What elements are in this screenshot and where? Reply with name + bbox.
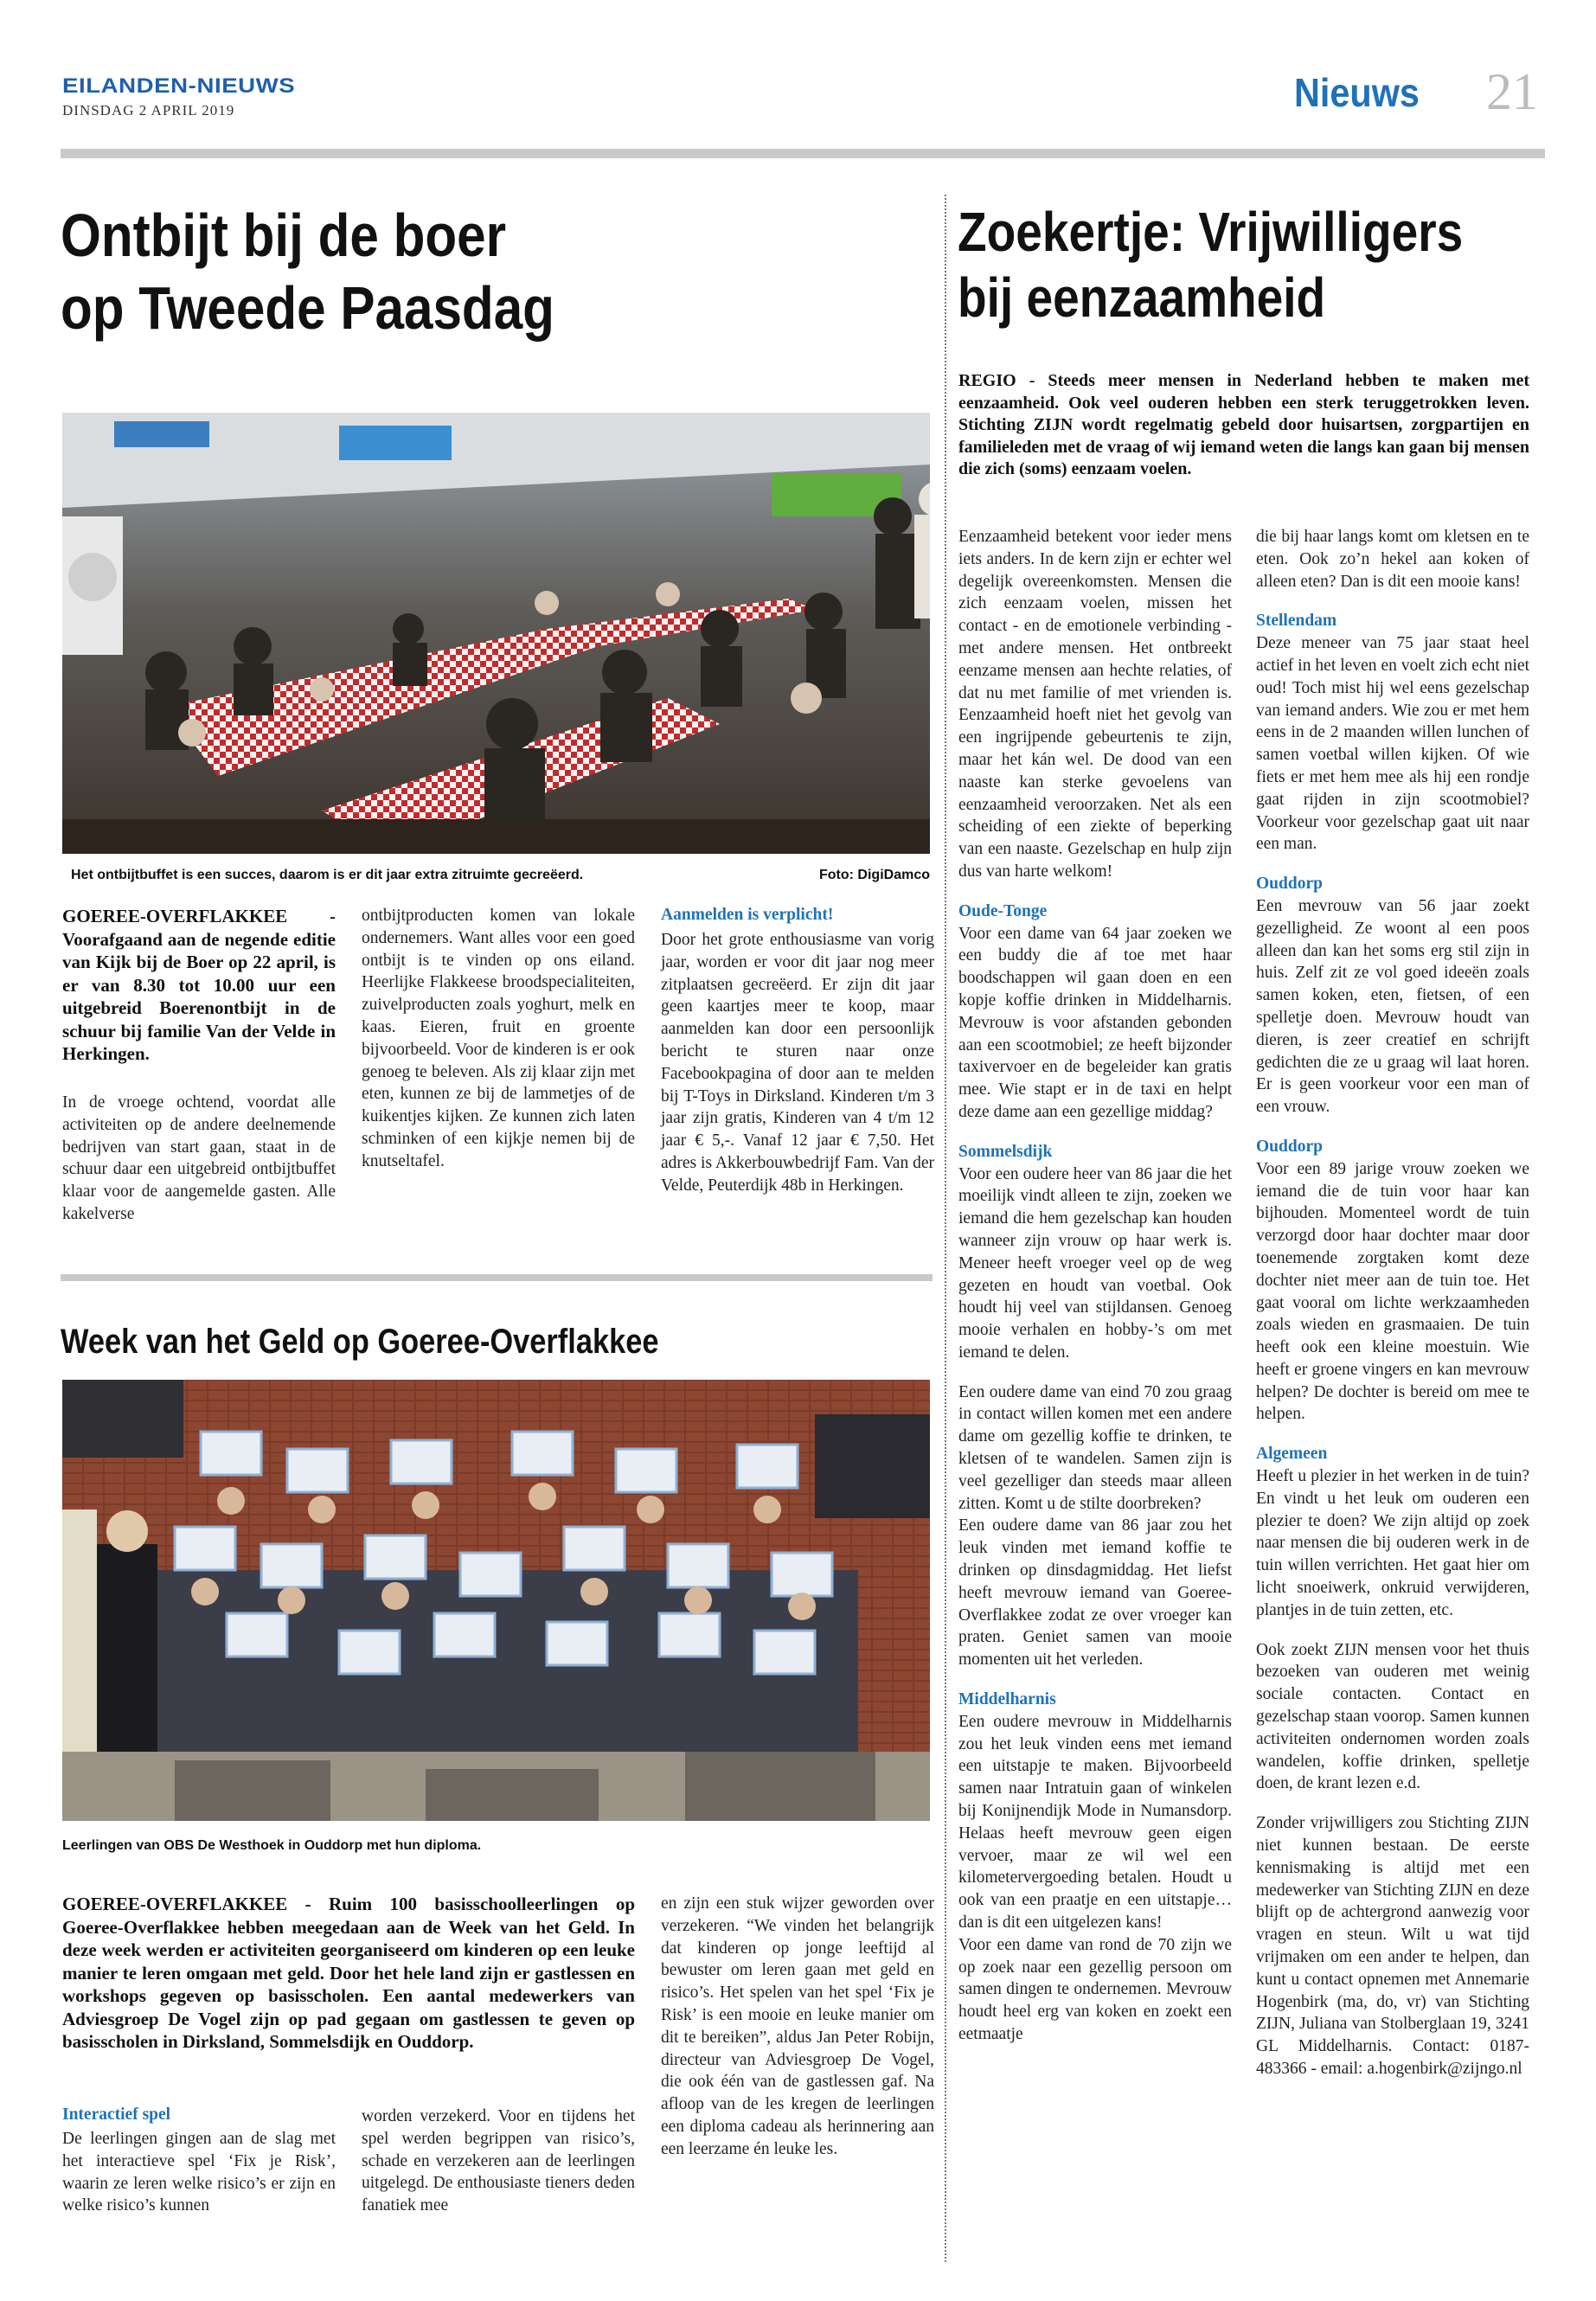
article3-contact-text: Zonder vrijwilligers zou Stichting ZIJN niet kunnen bestaan. De eerste kennismaking is altijd met een medewerker van Stichting ZIJN en deze blijft op de achtergrond aanwezig voor vragen en steun. Wilt u wat tijd vrijmaken om een ander te helpen, dan kunt u contact opnemen met Annemarie Hogenbirk (ma, do, vr) van Stichting ZIJN, Juliana van Stolberglaan 19, 3241 GL Middelharnis. Contact: 0187-483366 - email: a.hogenbirk@zijngo.nl: [1256, 1814, 1529, 2078]
section-title: Nieuws: [1294, 70, 1420, 115]
breakfast-photo: [62, 413, 930, 854]
article2-col3-body: en zijn een stuk wijzer geworden over verzekeren. “We vinden het belangrijk dat kinderen op jonge leeftijd al bewuster om leren gaan met geld en risico’s. Het spelen van het spel ‘Fix je Risk’ is een mooie en leuke manier om dit te bereiken”, aldus Jan Peter Robijn, directeur van Adviesgroep De Vogel, die ook één van de gastlessen gaf. Na afloop van de les kregen de leerlingen een diploma cadeau als herinnering aan een leerzame én leuke les.: [661, 1894, 934, 2158]
article3-algemeen-text: Heeft u plezier in het werken in de tuin? En vindt u het leuk om ouderen een plezier te doen? We zijn altijd op zoek naar mensen die bij ouderen werk in de tuin willen verrichten. Het gaat hier om licht snoeiwerk, onkruid verwijderen, plantjes in de tuin zetten, etc.: [1256, 1467, 1529, 1619]
article2-lead: GOEREE-OVERFLAKKEE - Ruim 100 basisschoolleerlingen op Goeree-Overflakkee hebben meegedaan aan de Week van het Geld. In deze week werden er activiteiten georganiseerd om kinderen op een leuke manier te leren omgaan met geld. Door het hele land zijn er gastlessen en workshops gegeven op basisscholen. Een aantal medewerkers van Adviesgroep De Vogel zijn op pad gegaan om gastlessen te geven op basisscholen in Dirksland, Sommelsdijk en Ouddorp.: [62, 1894, 635, 2052]
article-title-line2: op Tweede Paasdag: [61, 274, 554, 342]
masthead-logo: EILANDEN-NIEUWS: [62, 74, 296, 98]
article3-zijn-visits-text: Ook zoekt ZIJN mensen voor het thuis bezoeken van ouderen met weinig sociale contacten. Contact en gezelschap staan voorop. Samen kunnen activiteiten ondernomen worden zoals wandelen, koffie drinken, spelletje doen, de krant lezen e.d.: [1256, 1640, 1529, 1793]
article-title-line1: Ontbijt bij de boer: [61, 202, 507, 269]
article3-title-line1: Zoekertje: Vrijwilligers: [958, 201, 1464, 263]
article3-col2-intro: die bij haar langs komt om kletsen en te eten. Ook zo’n hekel aan koken of alleen eten? Dan is dit een mooie kans!: [1256, 528, 1529, 591]
article1-col3-body: Door het grote enthousiasme van vorig jaar, worden er voor dit jaar nog meer zitplaatsen gecreëerd. Er zijn dit jaar geen kaartjes meer te koop, maar aanmelden kan door een persoonlijk bericht te sturen naar onze Facebookpagina of door aan te melden bij T-Toys in Dirksland. Kinderen t/m 3 jaar zijn gratis, Kinderen van 4 t/m 12 jaar € 5,-. Vanaf 12 jaar € 7,50. Het adres is Akkerbouwbedrijf Fam. Van der Velde, Peuterdijk 48b in Herkingen.: [661, 931, 934, 1195]
students-photo-image: [62, 1380, 930, 1821]
article2-col1-heading: Interactief spel: [62, 2106, 171, 2124]
article2-col2-body: worden verzekerd. Voor en tijdens het spel werden begrippen van risico’s, schade en verzekeren aan de leerlingen uitgelegd. De enthousiaste tieners deden fanatiek mee: [362, 2107, 635, 2215]
students-photo-caption: Leerlingen van OBS De Westhoek in Ouddorp met hun diploma.: [62, 1838, 482, 1853]
article-zoekertje: [958, 199, 1546, 330]
article3-heading-sommelsdijk: Sommelsdijk: [958, 1142, 1053, 1161]
article3-heading-ouddorp-1: Ouddorp: [1256, 875, 1323, 894]
article3-sommelsdijk-text: Voor een oudere heer van 86 jaar die het moeilijk vindt alleen te zijn, zoeken we iemand die hem gezelschap kan houden wanneer zijn vrouw op haar werk is. Meneer heeft vroeger veel op de weg gezeten en houdt van voetbal. Ook houdt hij veel van stijldansen. Genoeg mooie verhalen en hobby-’s om met iemand te delen.: [958, 1164, 1232, 1362]
article3-col2: [1256, 526, 1529, 2098]
article2-col1-body: De leerlingen gingen aan de slag met het interactieve spel ‘Fix je Risk’, waarin ze leren welke risico’s er zijn en welke risico’s kunnen: [62, 2130, 336, 2215]
article3-heading-algemeen: Algemeen: [1256, 1445, 1328, 1464]
article3-oude-tonge-text: Voor een dame van 64 jaar zoeken we een buddy die af toe met haar boodschappen wil gaan doen en een kopje koffie drinken in Middelharnis. Mevrouw is voor afstanden gebonden aan een scootmobiel; ze heeft bijzonder taxivervoer en de begeleider kan gratis mee. Wie stapt er in de taxi en helpt deze dame aan een gezellige middag?: [958, 924, 1232, 1121]
breakfast-photo-image: [62, 413, 930, 854]
article3-stellendam-text: Deze meneer van 75 jaar staat heel actief in het leven en voelt zich echt niet oud! Toch mist hij wel eens gezelschap van iemand anders. Wie zou er met hem eens in de 2 maanden willen lunchen of samen voetbal willen kijken. Of wie fiets er met hem mee als hij een rondje gaat rijden in zijn scootmobiel? Voorkeur voor gezelschap gaat uit naar een man.: [1256, 634, 1529, 854]
students-photo: [62, 1380, 930, 1821]
article3-heading-middelharnis: Middelharnis: [958, 1690, 1056, 1709]
article1-col1-body: In de vroege ochtend, voordat alle activiteiten op de andere deelnemende bedrijven van start gaan, staat in de schuur daar een uitgebreid ontbijtbuffet klaar voor de aangemelde gasten. Alle kakelverse: [62, 1093, 336, 1223]
article3-ouddorp-text-2: Voor een 89 jarige vrouw zoeken we iemand die de tuin voor haar kan bijhouden. Momenteel wordt de tuin verzorgd door haar dochter maar door toenemende zorgtaken komt deze dochter niet meer aan de tuin toe. Het gaat vooral om lichte werkzaamheden zoals wieden en grasmaaien. De tuin heeft ook een kleine moestuin. Wie heeft er groene vingers en kan mevrouw helpen? De dochter is bereid om mee te helpen.: [1256, 1159, 1529, 1424]
article-ontbijt: [61, 199, 934, 344]
article3-heading-stellendam: Stellendam: [1256, 612, 1337, 631]
article3-lead: REGIO - Steeds meer mensen in Nederland hebben te maken met eenzaamheid. Ook veel ouderen hebben een sterk teruggetrokken leven. Stichting ZIJN wordt regelmatig gebeld door huisartsen, zorgpartijen en familieleden met de vraag of wij iemand weten die langs kan gaan bij mensen die zich (soms) eenzaam voelen.: [958, 371, 1529, 478]
article3-col1: [958, 526, 1232, 2063]
article3-middelharnis-text: Een oudere mevrouw in Middelharnis zou het leuk vinden eens met iemand een uitstapje te maken. Bijvoorbeeld samen naar Intratuin gaan of winkelen bij Konijnendijk Mode in Numansdorp. Helaas heeft mevrouw geen eigen vervoer, maar ze wil wel een kilometervergoeding betalen. Houdt u ook van een praatje en een uitstapje… dan is dit een uitgelezen kans! Voor een dame van rond de 70 zijn we op zoek naar een gezellig persoon om samen dingen te ondernemen. Mevrouw houdt heel erg van koken en zoekt een eetmaatje: [958, 1712, 1232, 2043]
article2-title: Week van het Geld op Goeree-Overflakkee: [61, 1323, 659, 1361]
article1-col3-heading: Aanmelden is verplicht!: [661, 906, 834, 924]
article3-title-line2: bij eenzaamheid: [958, 266, 1326, 329]
column-separator: [945, 195, 946, 2262]
breakfast-photo-caption: Het ontbijtbuffet is een succes, daarom is er dit jaar extra zitruimte gecreëerd.: [71, 868, 584, 882]
page-number: 21: [1486, 63, 1538, 120]
header-rule: [61, 149, 1545, 158]
article-divider: [61, 1274, 933, 1281]
article3-sommelsdijk-text-2: Een oudere dame van eind 70 zou graag in contact willen komen met een andere dame om gezellig koffie te drinken, te kletsen of te wandelen. Samen zijn is veel gezelliger dan steeds maar alleen zitten. Komt u de stilte doorbreken? Een oudere dame van 86 jaar zou het leuk vinden met iemand koffie te drinken op dinsdagmiddag. Het liefst heeft mevrouw iemand van Goeree-Overflakkee zodat ze over vroeger kan praten. Geniet samen van mooie momenten uit het verleden.: [958, 1382, 1232, 1670]
article3-ouddorp-text-1: Een mevrouw van 56 jaar zoekt gezelligheid. Ze woont al een poos alleen dan kan het soms erg stil zijn in huis. Zelf zit ze vol goed ideeën zoals samen koken, eten, fietsen, of een spelletje doen. Mevrouw houdt van dieren, is zeer creatief en schrijft gedichten die ze u graag wil laat horen. Er is geen voorkeur voor een man of een vrouw.: [1256, 896, 1529, 1117]
article1-lead: GOEREE-OVERFLAKKEE - Voorafgaand aan de negende editie van Kijk bij de Boer op 22 april, is er van 8.30 tot 10.00 uur een uitgebreid Boerenontbijt in de schuur bij familie Van der Velde in Herkingen.: [62, 906, 336, 1064]
publication-date: DINSDAG 2 APRIL 2019: [62, 102, 235, 119]
article3-heading-ouddorp-2: Ouddorp: [1256, 1137, 1323, 1156]
article1-col2-body: ontbijtproducten komen van lokale ondernemers. Want alles voor een goed ontbijt is te vinden op ons eiland. Heerlijke Flakkeese broodspecialiteiten, zuivelproducten zoals yoghurt, melk en kaas. Eieren, fruit en groente bijvoorbeeld. Voor de kinderen is er ook genoeg te beleven. Als zij klaar zijn met eten, kunnen ze bij de lammetjes of de kuikentjes kijken. Ze kunnen zich laten schminken of een kijkje nemen bij de knutseltafel.: [362, 907, 635, 1170]
article3-heading-oude-tonge: Oude-Tonge: [958, 901, 1048, 920]
photo-credit: Foto: DigiDamco: [819, 868, 930, 882]
article3-col1-intro: Eenzaamheid betekent voor ieder mens iets anders. In de kern zijn er echter wel degelijk overeenkomsten. Mensen die zich eenzaam voelen, missen het contact - en de emotionele verbinding - met andere mensen. Het ontbreekt eenzame mensen aan hechte relaties, of dat nu met familie of met vrienden is. Eenzaamheid hoeft niet het gevolg van een ingrijpende gebeurtenis te zijn, maar het kán wel. De dood van een naaste kan sterke gevoelens van eenzaamheid veroorzaken. Net als een scheiding of een ziekte of beperking van een naaste. Gezelschap en hulp zijn dus van harte welkom!: [958, 528, 1232, 881]
